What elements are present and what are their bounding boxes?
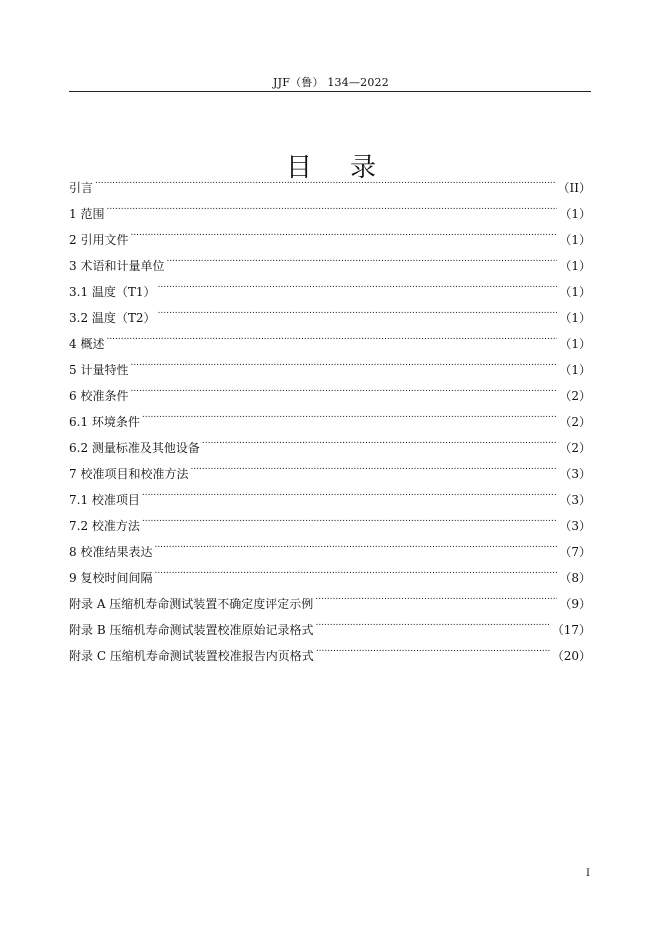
toc-entry[interactable]	[69, 166, 591, 195]
toc-entry[interactable]	[69, 478, 591, 507]
toc-dot-leader	[95, 166, 556, 192]
toc-dot-leader	[202, 426, 557, 452]
toc-entry-page: （2）	[559, 441, 591, 455]
header-rule	[69, 91, 591, 92]
toc-entry-page: （1）	[559, 233, 591, 247]
toc-entry-label: 8 校准结果表达	[69, 545, 153, 559]
toc-entry-page: （II）	[557, 181, 591, 195]
toc-entry-page: （1）	[559, 259, 591, 273]
document-code-header: JJF（鲁） 134—2022	[273, 76, 389, 89]
toc-dot-leader	[106, 322, 557, 348]
toc-entry[interactable]	[69, 374, 591, 403]
toc-entry[interactable]	[69, 400, 591, 429]
toc-entry-label: 2 引用文件	[69, 233, 129, 247]
toc-entry[interactable]	[69, 504, 591, 533]
toc-entry-page: （2）	[559, 389, 591, 403]
toc-entry-label: 3.1 温度（T1）	[69, 285, 156, 299]
toc-entry[interactable]	[69, 426, 591, 455]
toc-entry-page: （3）	[559, 467, 591, 481]
toc-dot-leader	[190, 452, 557, 478]
toc-entry-page: （3）	[559, 493, 591, 507]
toc-entry-label: 1 范围	[69, 207, 105, 221]
toc-entry-label: 7 校准项目和校准方法	[69, 467, 189, 481]
toc-dot-leader	[142, 478, 557, 504]
toc-entry-label: 6.2 测量标准及其他设备	[69, 441, 200, 455]
page-title: 目录	[285, 153, 414, 184]
toc-dot-leader	[130, 348, 557, 374]
toc-entry-label: 引言	[69, 181, 94, 195]
toc-dot-leader	[166, 244, 557, 270]
toc-entry-page: （9）	[559, 597, 591, 611]
toc-dot-leader	[142, 504, 557, 530]
toc-entry[interactable]	[69, 244, 591, 273]
toc-entry-page: （8）	[559, 571, 591, 585]
toc-dot-leader	[154, 556, 557, 582]
toc-entry[interactable]	[69, 192, 591, 221]
toc-dot-leader	[130, 218, 557, 244]
toc-entry-label: 7.1 校准项目	[69, 493, 140, 507]
toc-dot-leader	[130, 374, 557, 400]
toc-entry[interactable]	[69, 530, 591, 559]
toc-entry[interactable]	[69, 322, 591, 351]
toc-entry-page: （3）	[559, 519, 591, 533]
toc-entry-page: （20）	[551, 649, 591, 663]
toc-entry-page: （17）	[551, 623, 591, 637]
toc-entry-label: 4 概述	[69, 337, 105, 351]
toc-entry-label: 5 计量特性	[69, 363, 129, 377]
toc-dot-leader	[158, 270, 558, 296]
toc-entry-page: （1）	[559, 285, 591, 299]
table-of-contents	[69, 166, 591, 663]
toc-entry-page: （2）	[559, 415, 591, 429]
toc-entry-page: （1）	[559, 337, 591, 351]
toc-entry-page: （7）	[559, 545, 591, 559]
toc-entry-page: （1）	[559, 363, 591, 377]
page-number: I	[586, 868, 590, 879]
toc-dot-leader	[106, 192, 557, 218]
toc-entry-label: 6 校准条件	[69, 389, 129, 403]
toc-dot-leader	[158, 296, 558, 322]
toc-entry-label: 3 术语和计量单位	[69, 259, 165, 273]
toc-dot-leader	[316, 634, 550, 660]
toc-entry-label: 附录 A 压缩机寿命测试装置不确定度评定示例	[69, 597, 314, 611]
toc-entry-label: 附录 B 压缩机寿命测试装置校准原始记录格式	[69, 623, 314, 637]
toc-dot-leader	[315, 582, 557, 608]
toc-entry-label: 6.1 环境条件	[69, 415, 140, 429]
toc-entry-label: 附录 C 压缩机寿命测试装置校准报告内页格式	[69, 649, 314, 663]
toc-entry[interactable]	[69, 348, 591, 377]
toc-entry-label: 9 复校时间间隔	[69, 571, 153, 585]
toc-entry[interactable]	[69, 218, 591, 247]
toc-entry-page: （1）	[559, 311, 591, 325]
toc-entry-label: 7.2 校准方法	[69, 519, 140, 533]
toc-entry-page: （1）	[559, 207, 591, 221]
toc-dot-leader	[154, 530, 557, 556]
toc-dot-leader	[315, 608, 549, 634]
toc-entry-label: 3.2 温度（T2）	[69, 311, 156, 325]
toc-dot-leader	[142, 400, 557, 426]
